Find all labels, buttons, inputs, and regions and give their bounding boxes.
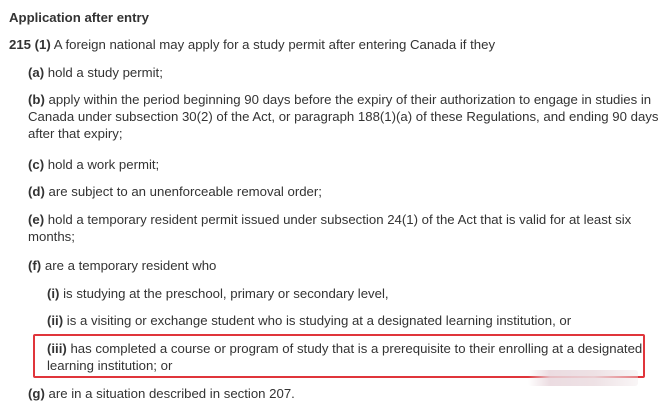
paragraph-text: apply within the period beginning 90 days before the expiry of their authorization to engage in studies in bbox=[48, 92, 652, 107]
paragraph-text: Canada under subsection 30(2) of the Act, or paragraph 188(1)(a) of these Regulations, and ending 90 days bbox=[28, 109, 659, 124]
paragraph-f bbox=[28, 257, 216, 274]
section-heading: Application after entry bbox=[9, 10, 149, 25]
section-intro bbox=[9, 36, 495, 53]
paragraph-text: hold a study permit; bbox=[47, 65, 163, 80]
paragraph-g bbox=[28, 385, 295, 402]
paragraph-label: (c) bbox=[28, 157, 45, 172]
subparagraph-text: learning institution; or bbox=[47, 358, 173, 373]
paragraph-a bbox=[28, 64, 163, 81]
paragraph-label: (b) bbox=[28, 92, 45, 107]
paragraph-text: hold a work permit; bbox=[47, 157, 160, 172]
subparagraph-text: is studying at the preschool, primary or secondary level, bbox=[63, 286, 389, 301]
subparagraph-label: (i) bbox=[47, 286, 60, 301]
paragraph-label: (f) bbox=[28, 258, 42, 273]
subparagraph-label: (iii) bbox=[47, 341, 67, 356]
paragraph-text: are in a situation described in section 207. bbox=[48, 386, 295, 401]
paragraph-label: (e) bbox=[28, 212, 45, 227]
subparagraph-label: (ii) bbox=[47, 313, 64, 328]
subparagraph-text: is a visiting or exchange student who is studying at a designated learning institution, or bbox=[66, 313, 572, 328]
paragraph-label: (a) bbox=[28, 65, 45, 80]
paragraph-b bbox=[28, 91, 658, 142]
paragraph-text: hold a temporary resident permit issued under subsection 24(1) of the Act that is valid for at least six bbox=[47, 212, 632, 227]
subparagraph-text: has completed a course or program of study that is a prerequisite to their enrolling at a designated bbox=[70, 341, 643, 356]
paragraph-d bbox=[28, 183, 322, 200]
paragraph-text: are a temporary resident who bbox=[44, 258, 217, 273]
subparagraph-i bbox=[47, 285, 389, 302]
paragraph-c bbox=[28, 156, 159, 173]
section-intro-text: A foreign national may apply for a study permit after entering Canada if they bbox=[53, 37, 496, 52]
paragraph-text: are subject to an unenforceable removal order; bbox=[48, 184, 322, 199]
paragraph-text: months; bbox=[28, 229, 75, 244]
watermark-blur bbox=[528, 370, 638, 386]
subparagraph-iii bbox=[47, 340, 642, 374]
paragraph-label: (d) bbox=[28, 184, 45, 199]
paragraph-label: (g) bbox=[28, 386, 45, 401]
subparagraph-ii bbox=[47, 312, 571, 329]
paragraph-text: after that expiry; bbox=[28, 126, 123, 141]
paragraph-e bbox=[28, 211, 631, 245]
section-number: 215 (1) bbox=[9, 37, 51, 52]
